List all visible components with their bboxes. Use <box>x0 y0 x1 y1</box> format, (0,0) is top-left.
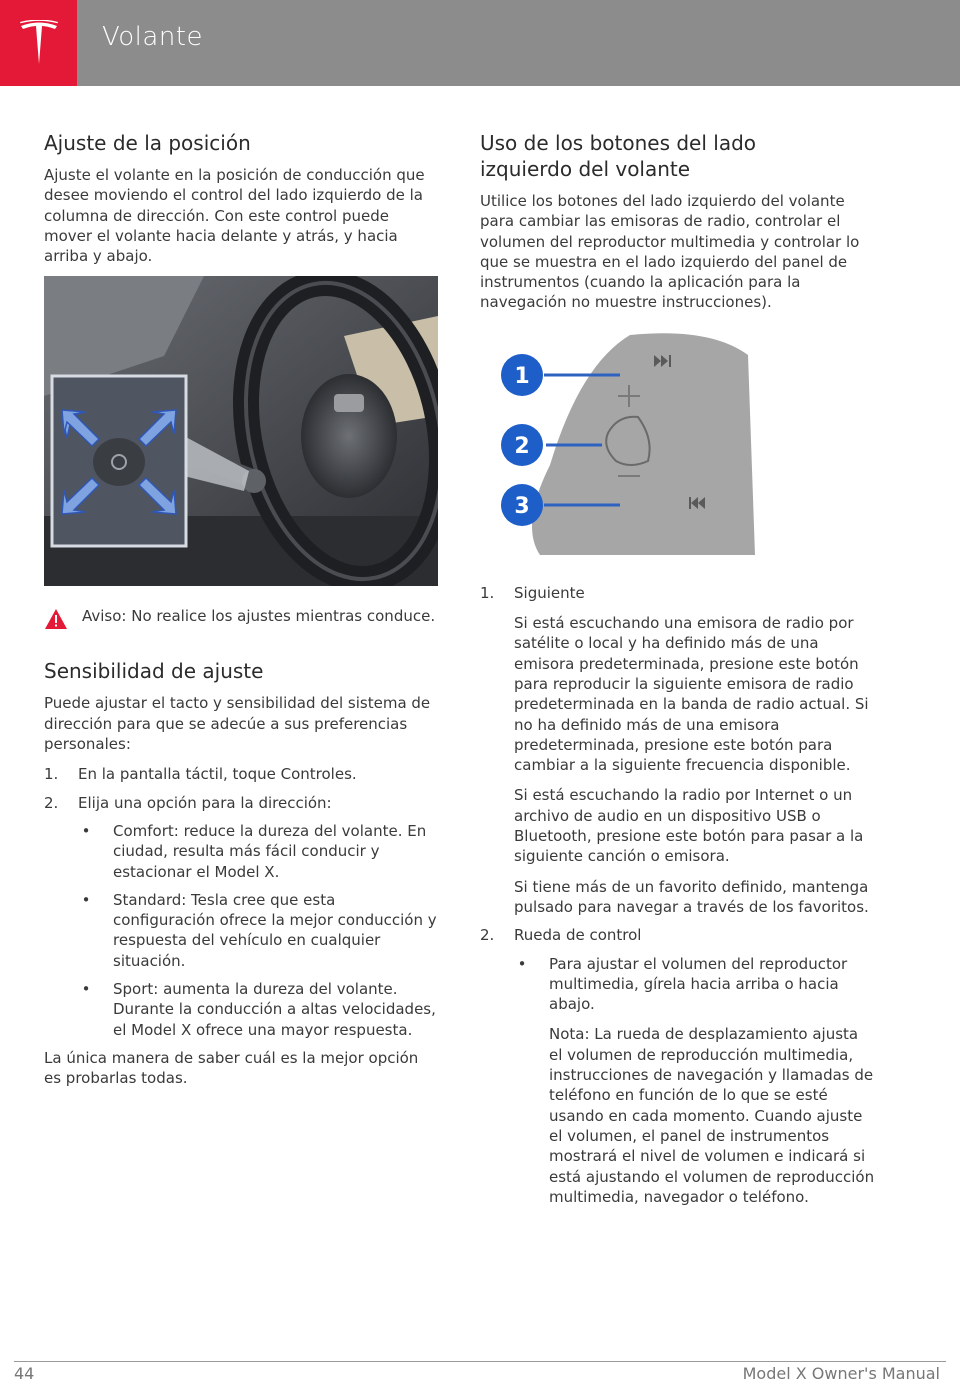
steering-wheel-image <box>44 276 438 586</box>
next-desc-1: Si está escuchando una emisora de radio por satélite o local y ha definido más de una emisora predeterminada, presione este botón para reproducir la siguiente emisora de radio predeterminada en la banda de radio actual. Si no ha definido más de una emisora predeterminada, presione este botón para cambiar a la siguiente frecuencia disponible. <box>514 614 869 775</box>
steering-adjust-illustration <box>44 276 438 586</box>
step-text: Elija una opción para la dirección: <box>78 793 332 812</box>
callout-2 <box>501 424 543 466</box>
footer-divider <box>14 1361 946 1362</box>
left-column <box>44 130 440 1099</box>
section-heading-sensitivity: Sensibilidad de ajuste <box>44 659 264 684</box>
svg-text:2: 2 <box>514 433 530 459</box>
list-item: • Standard: Tesla cree que esta configuración ofrece la mejor conducción y respuesta del vehículo en cualquier situación. <box>81 890 437 970</box>
option-comfort: Comfort: reduce la dureza del volante. En ciudad, resulta más fácil conducir y estacionar el Model X. <box>113 821 427 881</box>
section-heading-position: Ajuste de la posición <box>44 131 251 155</box>
button-descriptions <box>480 583 876 1207</box>
list-item <box>44 793 440 1040</box>
callout-1 <box>501 354 543 396</box>
warning-text: Aviso: No realice los ajustes mientras conduce. <box>82 607 436 626</box>
svg-text:3: 3 <box>514 493 530 519</box>
item-title-next: Siguiente <box>514 583 585 602</box>
step-number: 1. <box>44 765 59 784</box>
warning-notice <box>44 606 440 630</box>
section-heading-buttons: Uso de los botones del lado izquierdo del volante <box>480 131 757 181</box>
step-number: 2. <box>44 793 59 812</box>
list-item: • Sport: aumenta la dureza del volante. Durante la conducción a altas velocidades, el Model X ofrece una mayor respuesta. <box>81 980 436 1039</box>
option-standard: Standard: Tesla cree que esta configuración ofrece la mejor conducción y respuesta del vehículo en cualquier situación. <box>113 890 437 970</box>
list-item: • Para ajustar el volumen del reproductor multimedia, gírela hacia arriba o hacia abajo. Nota: La rueda de desplazamiento ajusta el volumen de reproducción multimedia, instrucciones de navegación y llamadas de teléfono en función de lo que se esté usando en cada momento. Cuando ajuste el volumen, el panel de instrumentos mostrará el nivel de volumen e indicará si está ajustando el volumen de reproducción multimedia, navegador o teléfono. <box>517 954 875 1206</box>
wheel-bullets <box>514 954 876 1208</box>
wheel-volume-text: Para ajustar el volumen del reproductor multimedia, gírela hacia arriba o hacia abajo. <box>549 954 848 1014</box>
item-title-wheel: Rueda de control <box>514 926 642 945</box>
page-header <box>0 0 960 86</box>
svg-text:1: 1 <box>514 363 530 389</box>
option-sport: Sport: aumenta la dureza del volante. Durante la conducción a altas velocidades, el Model X ofrece una mayor respuesta. <box>113 980 436 1039</box>
page-title: Volante <box>102 22 203 52</box>
buttons-intro: Utilice los botones del lado izquierdo del volante para cambiar las emisoras de radio, controlar el volumen del reproductor multimedia y controlar lo que se muestra en el lado izquierdo del panel de instrumentos (cuando la aplicación para la navegación no muestre instrucciones). <box>480 192 860 312</box>
sensitivity-steps <box>44 764 440 1040</box>
scroll-wheel-diagram <box>480 325 780 565</box>
sensitivity-intro: Puede ajustar el tacto y sensibilidad del sistema de dirección para que se adecúe a sus preferencias personales: <box>44 694 431 754</box>
wheel-note: Nota: La rueda de desplazamiento ajusta el volumen de reproducción multimedia, instrucciones de navegación y llamadas de teléfono en función de lo que se esté usando en cada momento. Cuando ajuste el volumen, el panel de instrumentos mostrará el nivel de volumen e indicará si está ajustando el volumen de reproducción multimedia, navegador o teléfono. <box>549 1025 875 1206</box>
list-item <box>44 764 440 784</box>
left-buttons-diagram <box>480 325 780 565</box>
position-body: Ajuste el volante en la posición de conducción que desee moviendo el control del lado izquierdo de la columna de dirección. Con este control puede mover el volante hacia delante y atrás, y hacia arriba y abajo. <box>44 166 425 266</box>
manual-title: Model X Owner's Manual <box>742 1364 940 1383</box>
next-desc-3: Si tiene más de un favorito definido, mantenga pulsado para navegar a través de los favoritos. <box>514 877 869 916</box>
brand-logo <box>0 0 77 86</box>
page-number: 44 <box>14 1364 35 1383</box>
right-column <box>480 130 876 1215</box>
next-desc-2: Si está escuchando la radio por Internet o un archivo de audio en un dispositivo USB o Bluetooth, presione este botón para pasar a la siguiente canción o emisora. <box>514 786 864 866</box>
warning-icon <box>44 608 68 630</box>
sensitivity-outro: La única manera de saber cuál es la mejor opción es probarlas todas. <box>44 1048 419 1088</box>
list-item <box>480 925 876 1207</box>
steering-options <box>78 821 440 1040</box>
list-item <box>480 583 876 917</box>
list-item: • Comfort: reduce la dureza del volante. En ciudad, resulta más fácil conducir y estacionar el Model X. <box>81 821 427 881</box>
step-text: En la pantalla táctil, toque Controles. <box>78 765 357 784</box>
item-number: 1. <box>480 583 495 602</box>
callout-3 <box>501 484 543 526</box>
item-number: 2. <box>480 926 495 945</box>
tesla-logo-icon <box>19 20 59 66</box>
